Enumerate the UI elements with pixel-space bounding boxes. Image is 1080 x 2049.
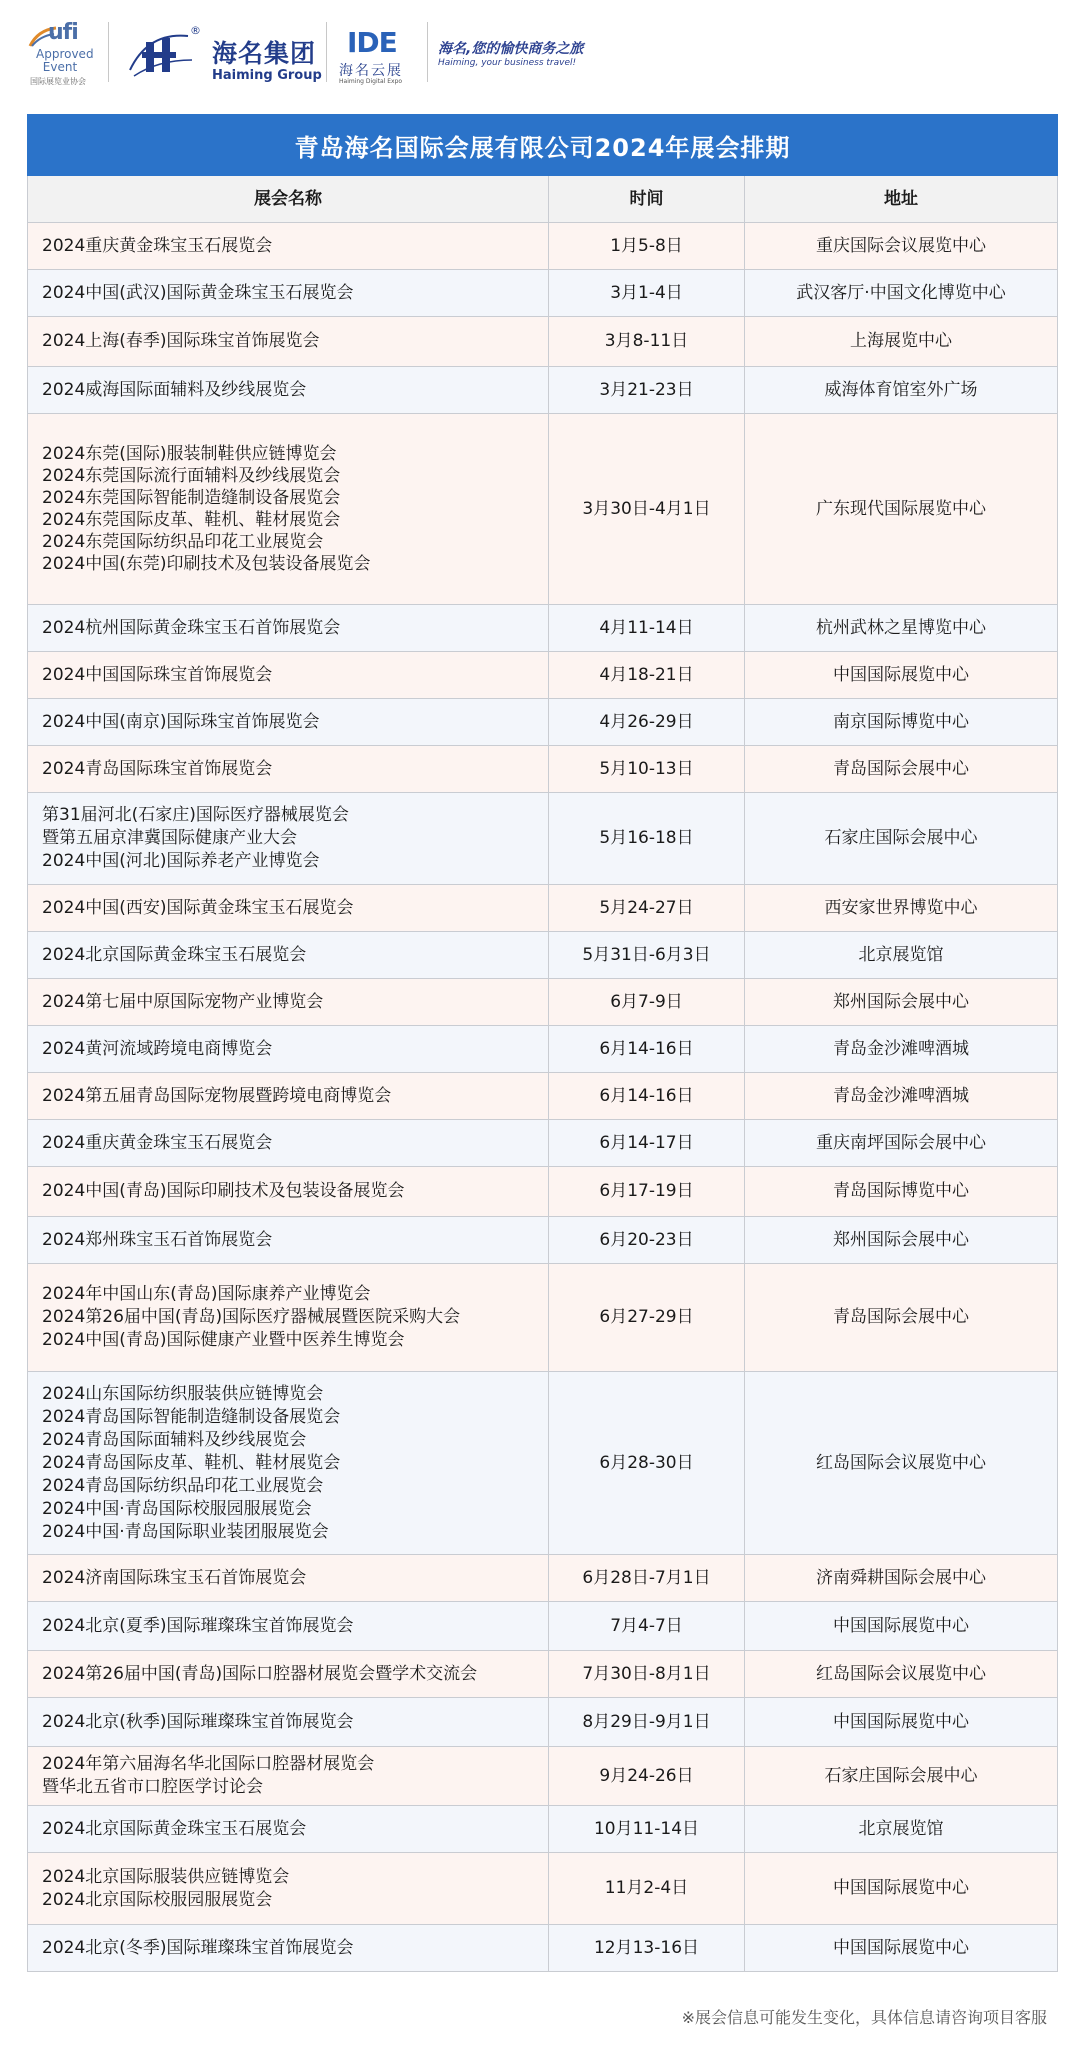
exhibition-name: 2024年中国山东(青岛)国际康养产业博览会 [42,1284,371,1304]
exhibition-date: 3月8-11日 [549,317,745,366]
exhibition-name: 2024中国·青岛国际校服园服展览会 [42,1498,312,1519]
logo-divider [326,22,327,82]
exhibition-date: 12月13-16日 [549,1925,745,1971]
exhibition-name-cell [28,1651,549,1697]
exhibition-name-cell [28,932,549,978]
exhibition-date: 9月24-26日 [549,1747,745,1805]
ufi-org: 国际展览业协会 [30,77,86,86]
exhibition-date: 6月28-30日 [549,1372,745,1554]
exhibition-name: 2024东莞国际流行面辅料及纱线展览会 [42,466,341,486]
header-venue: 地址 [884,188,918,209]
exhibition-date: 8月29日-9月1日 [549,1698,745,1746]
exhibition-venue: 北京展览馆 [858,1818,944,1839]
footnote: ※展会信息可能发生变化，具体信息请咨询项目客服 [681,2008,1047,2027]
haiming-en: Haiming Group [212,68,322,83]
table-row [27,1602,1058,1651]
exhibition-venue: 西安家世界博览中心 [824,897,978,918]
exhibition-name: 2024中国(南京)国际珠宝首饰展览会 [42,711,320,732]
exhibition-date: 5月16-18日 [549,793,745,884]
table-row [27,1651,1058,1698]
exhibition-name: 2024中国(河北)国际养老产业博览会 [42,851,320,871]
table-title: 青岛海名国际会展有限公司2024年展会排期 [27,114,1058,176]
table-row [27,1747,1058,1806]
exhibition-date: 4月18-21日 [549,652,745,698]
exhibition-name: 2024中国(武汉)国际黄金珠宝玉石展览会 [42,282,354,303]
exhibition-venue: 重庆国际会议展览中心 [816,235,986,256]
exhibition-name: 2024北京(冬季)国际璀璨珠宝首饰展览会 [42,1937,354,1958]
ide-logo [337,24,421,88]
exhibition-name: 2024北京国际黄金珠宝玉石展览会 [42,944,307,965]
exhibition-name-cell [28,317,549,366]
exhibition-name-cell [28,1747,549,1805]
exhibition-date: 6月7-9日 [549,979,745,1025]
exhibition-name-cell [28,793,549,884]
exhibition-date: 5月24-27日 [549,885,745,931]
table-row [27,1120,1058,1167]
exhibition-name-cell [28,1372,549,1554]
exhibition-name: 2024郑州珠宝玉石首饰展览会 [42,1229,273,1250]
exhibition-name-cell [28,1217,549,1263]
table-header-row [27,176,1058,223]
exhibition-name: 2024青岛国际纺织品印花工业展览会 [42,1475,324,1496]
exhibition-name: 2024东莞国际智能制造缝制设备展览会 [42,488,341,508]
exhibition-date: 6月28日-7月1日 [549,1555,745,1601]
exhibition-name-cell [28,1602,549,1650]
exhibition-venue: 广东现代国际展览中心 [816,498,986,519]
exhibition-venue: 中国国际展览中心 [833,1615,969,1636]
table-row [27,1806,1058,1853]
exhibition-venue: 红岛国际会议展览中心 [816,1663,986,1684]
exhibition-name-cell [28,270,549,316]
exhibition-name: 2024威海国际面辅料及纱线展览会 [42,379,307,400]
exhibition-venue: 济南舜耕国际会展中心 [816,1567,986,1588]
exhibition-date: 3月30日-4月1日 [549,414,745,604]
exhibition-date: 4月11-14日 [549,605,745,651]
exhibition-name: 2024北京(夏季)国际璀璨珠宝首饰展览会 [42,1615,354,1636]
exhibition-venue: 郑州国际会展中心 [833,1229,969,1250]
exhibition-name: 2024中国(西安)国际黄金珠宝玉石展览会 [42,897,354,918]
exhibition-date: 6月17-19日 [549,1167,745,1216]
schedule-table [27,114,1058,1972]
exhibition-name-cell [28,605,549,651]
table-row [27,1217,1058,1264]
exhibition-venue: 石家庄国际会展中心 [824,1765,978,1786]
logo-divider [427,22,428,82]
exhibition-name: 暨华北五省市口腔医学讨论会 [42,1777,263,1797]
exhibition-name: 2024第26届中国(青岛)国际口腔器材展览会暨学术交流会 [42,1663,478,1684]
ufi-approved-text: Approved [36,47,94,61]
haiming-group-logo [128,24,322,88]
exhibition-venue: 重庆南坪国际会展中心 [816,1132,986,1153]
exhibition-name-cell [28,1120,549,1166]
table-row [27,1372,1058,1555]
exhibition-name: 2024青岛国际面辅料及纱线展览会 [42,1429,307,1450]
exhibition-name: 2024重庆黄金珠宝玉石展览会 [42,1132,273,1153]
table-row [27,223,1058,270]
table-row [27,1698,1058,1747]
table-row [27,1853,1058,1925]
exhibition-venue: 北京展览馆 [858,944,944,965]
exhibition-name: 2024中国国际珠宝首饰展览会 [42,664,273,685]
exhibition-name: 2024北京国际黄金珠宝玉石展览会 [42,1818,307,1839]
exhibition-name: 2024济南国际珠宝玉石首饰展览会 [42,1567,307,1588]
exhibition-name-cell [28,1853,549,1924]
registered-mark: ® [190,24,201,37]
table-row [27,885,1058,932]
table-row [27,979,1058,1026]
exhibition-name-cell [28,885,549,931]
exhibition-venue: 中国国际展览中心 [833,1711,969,1732]
exhibition-venue: 威海体育馆室外广场 [824,379,978,400]
exhibition-venue: 武汉客厅·中国文化博览中心 [796,282,1006,303]
exhibition-name: 2024第26届中国(青岛)国际医疗器械展暨医院采购大会 [42,1307,461,1327]
exhibition-date: 7月30日-8月1日 [549,1651,745,1697]
exhibition-name: 2024北京(秋季)国际璀璨珠宝首饰展览会 [42,1711,354,1732]
exhibition-name-cell [28,746,549,792]
exhibition-name-cell [28,1167,549,1216]
table-row [27,1555,1058,1602]
table-row [27,1264,1058,1372]
exhibition-name: 2024杭州国际黄金珠宝玉石首饰展览会 [42,617,341,638]
ufi-word: ufi [48,20,78,45]
exhibition-date: 3月1-4日 [549,270,745,316]
exhibition-name: 2024东莞国际纺织品印花工业展览会 [42,532,324,552]
exhibition-venue: 青岛国际博览中心 [833,1181,969,1201]
ide-mark: IDE [347,26,397,59]
exhibition-venue: 杭州武林之星博览中心 [816,617,986,638]
exhibition-name: 2024中国(青岛)国际健康产业暨中医养生博览会 [42,1330,405,1350]
exhibition-venue: 郑州国际会展中心 [833,991,969,1012]
exhibition-date: 6月14-17日 [549,1120,745,1166]
exhibition-date: 6月14-16日 [549,1026,745,1072]
exhibition-name: 2024年第六届海名华北国际口腔器材展览会 [42,1754,375,1774]
table-row [27,414,1058,605]
exhibition-venue: 青岛金沙滩啤酒城 [833,1038,969,1059]
exhibition-name: 2024青岛国际皮革、鞋机、鞋材展览会 [42,1452,341,1473]
table-row [27,652,1058,699]
table-row [27,367,1058,414]
exhibition-venue: 青岛国际会展中心 [833,758,969,779]
exhibition-name: 2024黄河流域跨境电商博览会 [42,1038,273,1059]
exhibition-venue: 中国国际展览中心 [833,1878,969,1898]
slogan-sub: Haiming, your business travel! [438,58,577,68]
slogan-logo [438,34,608,78]
header-name: 展会名称 [28,176,549,222]
exhibition-name-cell [28,1073,549,1119]
exhibition-venue: 石家庄国际会展中心 [824,828,978,848]
exhibition-name: 2024第五届青岛国际宠物展暨跨境电商博览会 [42,1085,392,1106]
exhibition-name-cell [28,1264,549,1371]
table-row [27,1073,1058,1120]
exhibition-name: 第31届河北(石家庄)国际医疗器械展览会 [42,805,349,825]
exhibition-name: 2024东莞(国际)服装制鞋供应链博览会 [42,444,337,464]
ide-en: Haiming Digital Expo [339,78,403,85]
haiming-mark-icon [128,30,194,78]
exhibition-name: 2024上海(春季)国际珠宝首饰展览会 [42,331,320,351]
table-row [27,1925,1058,1972]
slogan-main: 海名,您的愉快商务之旅 [438,41,584,57]
exhibition-date: 5月10-13日 [549,746,745,792]
exhibition-date: 7月4-7日 [549,1602,745,1650]
exhibition-name-cell [28,414,549,604]
table-row [27,605,1058,652]
exhibition-name-cell [28,1925,549,1971]
exhibition-name-cell [28,1806,549,1852]
exhibition-name: 2024青岛国际珠宝首饰展览会 [42,758,273,779]
exhibition-date: 4月26-29日 [549,699,745,745]
table-row [27,932,1058,979]
exhibition-name-cell [28,652,549,698]
haiming-name: 海名集团 [212,39,317,68]
exhibition-name: 2024青岛国际智能制造缝制设备展览会 [42,1406,341,1427]
ufi-event-text: Event [42,60,78,74]
exhibition-venue: 红岛国际会议展览中心 [816,1452,986,1473]
ide-name: 海名云展 [339,63,403,79]
exhibition-name: 2024第七届中原国际宠物产业博览会 [42,991,324,1012]
exhibition-name: 2024中国(青岛)国际印刷技术及包装设备展览会 [42,1181,405,1201]
table-row [27,270,1058,317]
exhibition-name: 2024北京国际校服园服展览会 [42,1889,273,1910]
ufi-approved [36,47,94,74]
logo-divider [108,22,109,82]
exhibition-date: 6月27-29日 [549,1264,745,1371]
exhibition-date: 10月11-14日 [549,1806,745,1852]
table-body [27,223,1058,1972]
exhibition-name: 2024中国(东莞)印刷技术及包装设备展览会 [42,554,371,574]
header-logos [0,0,1080,110]
table-row [27,1167,1058,1217]
exhibition-name-cell [28,699,549,745]
exhibition-venue: 南京国际博览中心 [833,711,969,732]
exhibition-date: 3月21-23日 [549,367,745,413]
exhibition-date: 11月2-4日 [549,1853,745,1924]
table-row [27,317,1058,367]
exhibition-name: 2024山东国际纺织服装供应链博览会 [42,1383,324,1404]
exhibition-name: 2024中国·青岛国际职业装团服展览会 [42,1521,329,1542]
table-row [27,793,1058,885]
exhibition-date: 5月31日-6月3日 [549,932,745,978]
exhibition-date: 6月14-16日 [549,1073,745,1119]
exhibition-venue: 上海展览中心 [850,331,952,351]
exhibition-name-cell [28,223,549,269]
exhibition-venue: 青岛金沙滩啤酒城 [833,1085,969,1106]
exhibition-venue: 中国国际展览中心 [833,1937,969,1958]
exhibition-name: 2024东莞国际皮革、鞋机、鞋材展览会 [42,510,341,530]
header-date: 时间 [549,176,745,222]
exhibition-name: 暨第五届京津冀国际健康产业大会 [42,828,297,848]
exhibition-date: 6月20-23日 [549,1217,745,1263]
exhibition-venue: 中国国际展览中心 [833,664,969,685]
exhibition-name: 2024北京国际服装供应链博览会 [42,1866,290,1887]
exhibition-name-cell [28,1698,549,1746]
table-row [27,699,1058,746]
exhibition-venue: 青岛国际会展中心 [833,1307,969,1327]
table-row [27,1026,1058,1073]
ufi-logo [28,20,100,88]
exhibition-name: 2024重庆黄金珠宝玉石展览会 [42,235,273,256]
exhibition-name-cell [28,979,549,1025]
exhibition-name-cell [28,1555,549,1601]
table-row [27,746,1058,793]
exhibition-name-cell [28,367,549,413]
exhibition-date: 1月5-8日 [549,223,745,269]
exhibition-name-cell [28,1026,549,1072]
